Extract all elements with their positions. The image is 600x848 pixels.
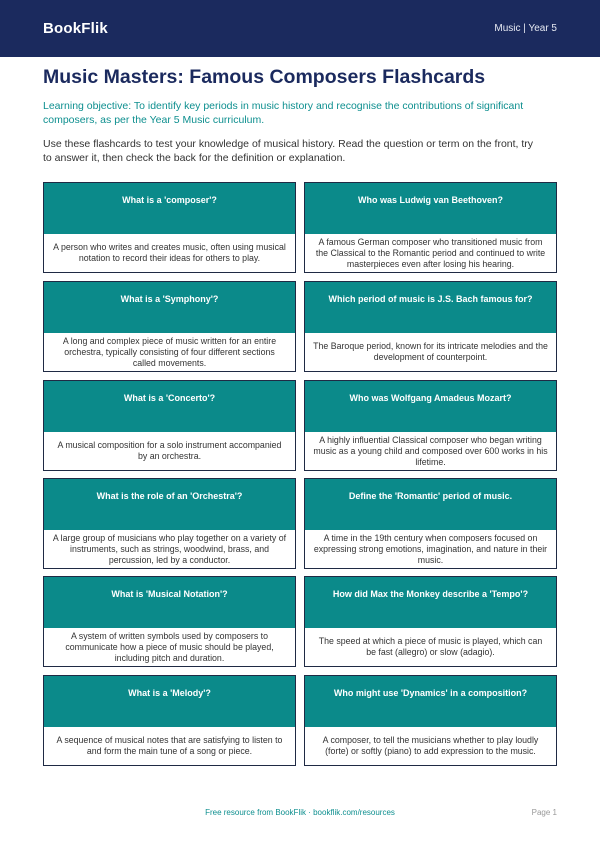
flashcard-front: Who was Wolfgang Amadeus Mozart? (305, 381, 556, 432)
flashcard[interactable] (43, 182, 296, 273)
flashcard[interactable] (304, 182, 557, 273)
flashcard[interactable] (304, 380, 557, 471)
flashcard[interactable] (43, 281, 296, 372)
flashcard[interactable] (304, 478, 557, 569)
intro-text: Use these flashcards to test your knowledge of musical history. Read the question or term on the front, try to answer it, then check the back for the definition or explanation. (43, 138, 534, 164)
flashcard-back: A time in the 19th century when composers focused on expressing strong emotions, imagination, and nature in their music. (313, 532, 548, 565)
page-title: Music Masters: Famous Composers Flashcards (43, 66, 486, 88)
flashcard-back: A musical composition for a solo instrument accompanied by an orchestra. (57, 440, 282, 461)
flashcard[interactable] (304, 576, 557, 667)
flashcard-back: A large group of musicians who play together on a variety of instruments, such as strings, woodwind, brass, and percussion, led by a conductor. (52, 532, 287, 565)
flashcard[interactable] (304, 675, 557, 766)
flashcard-front: What is a 'Concerto'? (44, 381, 295, 432)
flashcard-back: A person who writes and creates music, often using musical notation to record their ideas for others to play. (53, 242, 286, 263)
flashcard-front: Who might use 'Dynamics' in a composition? (305, 676, 556, 727)
flashcard[interactable] (43, 478, 296, 569)
page-footer (0, 808, 600, 822)
learning-objective: Learning objective: To identify key periods in music history and recognise the contributions of significant composers, as per the Year 5 Music curriculum. (43, 100, 524, 126)
flashcard-front: What is a 'Symphony'? (44, 282, 295, 333)
footer-credit-link[interactable]: Free resource from BookFlik · bookflik.com/resources (205, 808, 395, 817)
flashcard-front: Who was Ludwig van Beethoven? (305, 183, 556, 234)
flashcard-back: A system of written symbols used by composers to communicate how a piece of music should be played, including pitch and duration. (65, 630, 274, 663)
flashcard[interactable] (43, 380, 296, 471)
page-number: Page 1 (531, 808, 557, 817)
flashcard[interactable] (304, 281, 557, 372)
flashcard-front: What is a 'Melody'? (44, 676, 295, 727)
flashcard[interactable] (43, 675, 296, 766)
flashcard-front: How did Max the Monkey describe a 'Tempo'? (305, 577, 556, 628)
flashcard-back: A composer, to tell the musicians whether to play loudly (forte) or softly (piano) to add expression to the music. (322, 735, 539, 756)
flashcard-back: The speed at which a piece of music is played, which can be fast (allegro) or slow (adagio). (318, 636, 543, 657)
flashcard-front: Which period of music is J.S. Bach famous for? (305, 282, 556, 333)
flashcard-back: The Baroque period, known for its intricate melodies and the development of counterpoint. (313, 341, 548, 362)
flashcard-back: A sequence of musical notes that are satisfying to listen to and form the main tune of a song or piece. (56, 735, 283, 756)
top-bar (0, 0, 600, 57)
flashcard-back: A famous German composer who transitioned music from the Classical to the Romantic period and continued to write masterpieces even after losing his hearing. (315, 236, 546, 269)
flashcard-back: A highly influential Classical composer who began writing music as a young child and composed over 600 works in his lifetime. (313, 434, 548, 467)
flashcard-front: What is 'Musical Notation'? (44, 577, 295, 628)
brand-logo[interactable]: BookFlik (43, 20, 108, 37)
flashcard-front: What is a 'composer'? (44, 183, 295, 234)
flashcard[interactable] (43, 576, 296, 667)
flashcard-back: A long and complex piece of music written for an entire orchestra, typically consisting of four different sections called movements. (62, 335, 277, 368)
flashcard-front: What is the role of an 'Orchestra'? (44, 479, 295, 530)
breadcrumb: Music | Year 5 (494, 23, 557, 34)
flashcard-front: Define the 'Romantic' period of music. (305, 479, 556, 530)
